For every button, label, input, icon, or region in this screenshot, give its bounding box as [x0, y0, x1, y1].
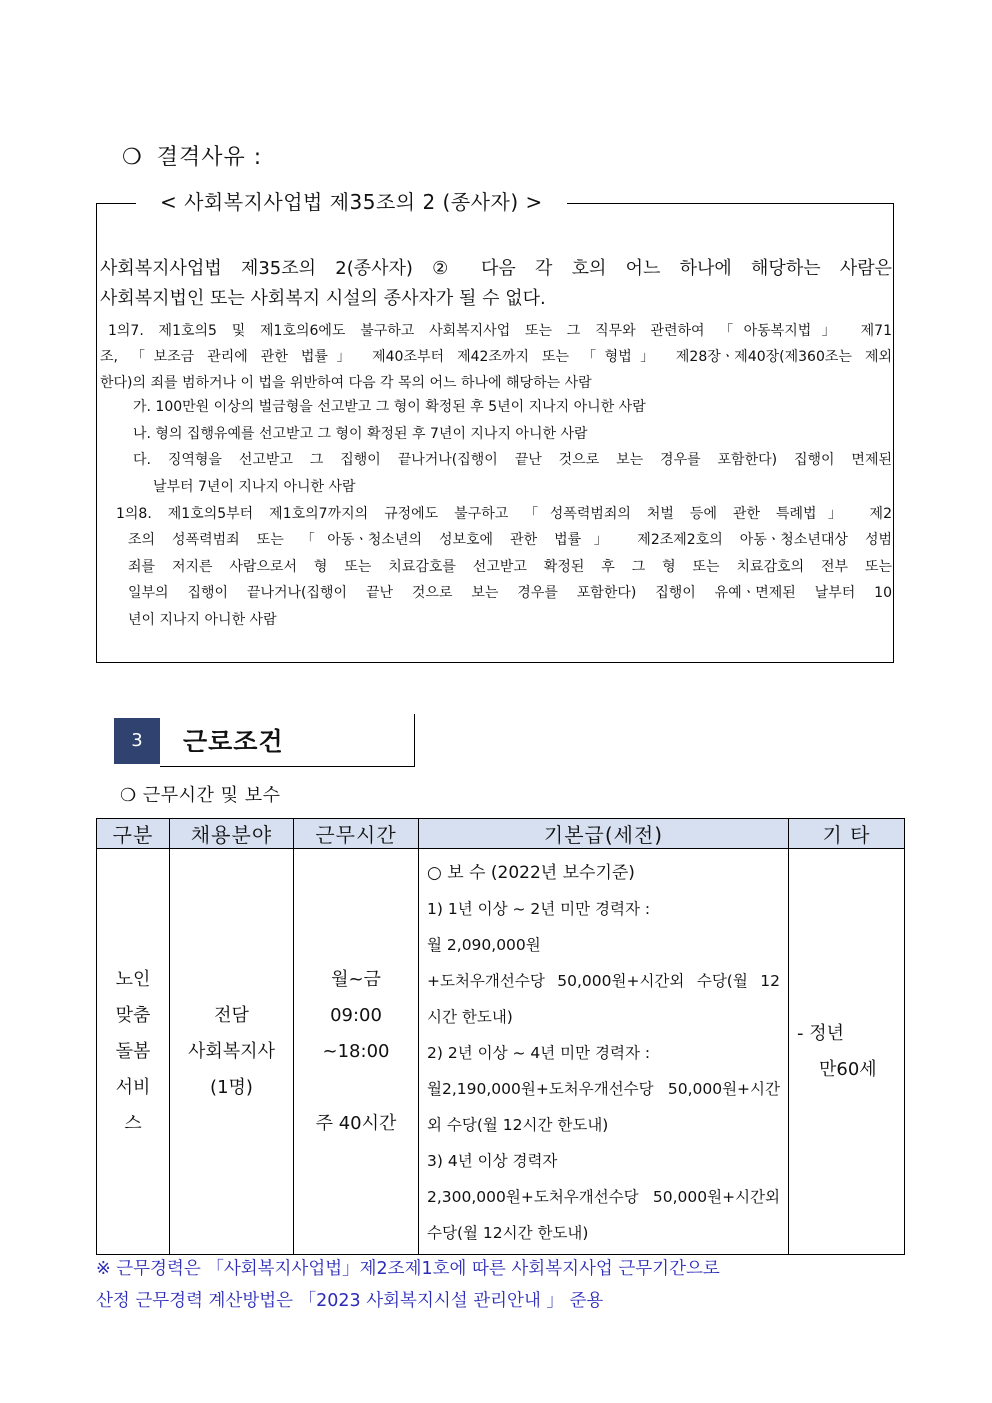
note-line-2: 산정 근무경력 계산방법은 「2023 사회복지시설 관리안내 」 준용: [96, 1291, 604, 1311]
header-base-pay: 기본급(세전): [419, 819, 789, 849]
item-8-line-1: 1의8. 제1호의5부터 제1호의7까지의 규정에도 불구하고 「성폭력범죄의 처벌 등에 관한 특례법」 제2: [116, 506, 892, 522]
header-etc: 기 타: [789, 819, 905, 849]
category-cell: 노인 맞춤 돌봄 서비 스: [97, 849, 170, 1255]
hours-cell: 월~금 09:00 ~18:00 주 40시간: [294, 849, 419, 1255]
etc-cell: - 정년 만60세: [789, 849, 905, 1255]
table-row: [97, 849, 905, 1255]
item-7-line-2: 조, 「보조금 관리에 관한 법률」 제40조부터 제42조까지 또는 「형법」 제28장ㆍ제40장(제360조는 제외: [100, 349, 892, 365]
working-hours-pay-heading: ❍ 근무시간 및 보수: [120, 785, 281, 806]
main-paragraph-line-2: 사회복지법인 또는 사회복지 시설의 종사자가 될 수 없다.: [100, 288, 546, 309]
item-8-line-4: 일부의 집행이 끝나거나(집행이 끝난 것으로 보는 경우를 포함한다) 집행이 유예ㆍ면제된 날부터 10: [128, 585, 892, 601]
sub-item-da-line-2: 날부터 7년이 지나지 아니한 사람: [153, 479, 356, 495]
career-note: [96, 1253, 720, 1317]
table-header-row: [97, 819, 905, 849]
item-8-line-2: 조의 성폭력범죄 또는 「아동ㆍ청소년의 성보호에 관한 법률」 제2조제2호의 아동ㆍ청소년대상 성범: [128, 532, 892, 548]
item-8-line-3: 죄를 저지른 사람으로서 형 또는 치료감호를 선고받고 확정된 후 그 형 또는 치료감호의 전부 또는: [128, 559, 892, 575]
section-divider-vertical: [414, 714, 415, 767]
note-line-1: ※ 근무경력은 「사회복지사업법」제2조제1호에 따른 사회복지사업 근무기간으로: [96, 1259, 720, 1279]
sub-item-da-line-1: 다. 징역형을 선고받고 그 집행이 끝나거나(집행이 끝난 것으로 보는 경우를 포함한다) 집행이 면제된: [133, 452, 892, 468]
circle-bullet-icon: ❍: [122, 145, 143, 170]
field-cell: 전담 사회복지사 (1명): [170, 849, 294, 1255]
header-field: 채용분야: [170, 819, 294, 849]
section-title: 근로조건: [183, 727, 284, 756]
header-hours: 근무시간: [294, 819, 419, 849]
main-paragraph-line-1: 사회복지사업법 제35조의 2(종사자) ② 다음 각 호의 어느 하나에 해당하는 사람은: [100, 258, 892, 279]
law-excerpt-title: < 사회복지사업법 제35조의 2 (종사자) >: [136, 188, 567, 216]
sub-item-na: 나. 형의 집행유예를 선고받고 그 형이 확정된 후 7년이 지나지 아니한 사람: [133, 426, 588, 442]
sub-item-ga: 가. 100만원 이상의 벌금형을 선고받고 그 형이 확정된 후 5년이 지나지 아니한 사람: [133, 399, 646, 415]
disqualification-heading: ❍ 결격사유 :: [122, 145, 263, 170]
item-7-line-3: 한다)의 죄를 범하거나 이 법을 위반하여 다음 각 목의 어느 하나에 해당하는 사람: [100, 375, 592, 391]
section-number-badge: 3: [114, 718, 160, 764]
header-category: 구분: [97, 819, 170, 849]
section-divider-horizontal: [160, 766, 415, 767]
item-7-line-1: 1의7. 제1호의5 및 제1호의6에도 불구하고 사회복지사업 또는 그 직무와 관련하여 「아동복지법」 제71: [108, 323, 892, 339]
base-pay-cell: ○ 보 수 (2022년 보수기준) 1) 1년 이상 ~ 2년 미만 경력자 : 월 2,090,000원 +도처우개선수당 50,000원+시간외 수당(월 12 시간 한도내) 2) 2년 이상 ~ 4년 미만 경력자 : 월2,190,000원+도처우개선수당 50,000원+시간 외 수당(월 12시간 한도내) 3) 4년 이상 경력자 2,300,000원+도처우개선수당 50,000원+시간외 수당(월 12시간 한도내): [419, 849, 789, 1255]
working-conditions-table: [96, 818, 905, 1255]
item-8-line-5: 년이 지나지 아니한 사람: [128, 612, 277, 628]
